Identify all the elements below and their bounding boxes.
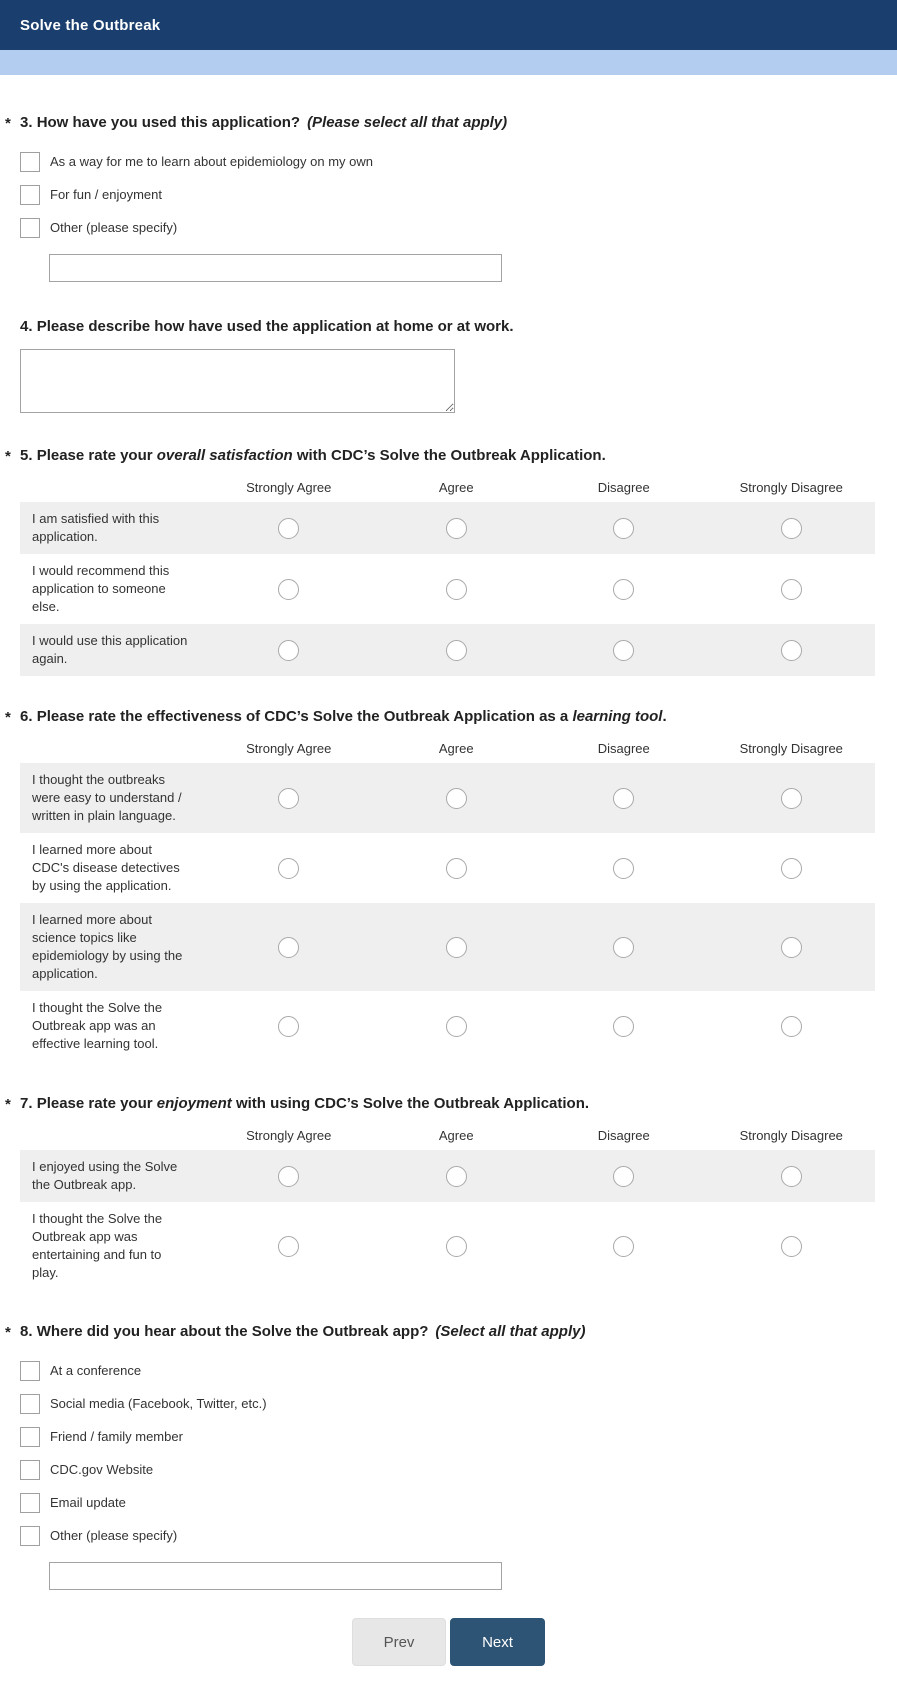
matrix-row xyxy=(20,554,875,624)
column-header: Disagree xyxy=(597,741,650,756)
question-6 xyxy=(0,707,897,1061)
option-label: At a conference xyxy=(50,1363,142,1378)
question-3 xyxy=(0,113,897,282)
matrix-cell xyxy=(540,518,708,539)
option-row[interactable] xyxy=(0,1453,897,1486)
matrix-cell xyxy=(205,518,373,539)
matrix-cell xyxy=(708,518,876,539)
question-text: Please rate your xyxy=(36,447,157,464)
checkbox[interactable] xyxy=(20,152,40,172)
question-number: 3. xyxy=(20,114,37,131)
matrix-cell xyxy=(708,640,876,661)
matrix-header-spacer xyxy=(20,741,205,756)
checkbox[interactable] xyxy=(20,1460,40,1480)
question-text: with CDC’s Solve the Outbreak Application. xyxy=(292,447,606,464)
radio-strongly-disagree[interactable] xyxy=(781,1166,802,1187)
column-header: Strongly Agree xyxy=(246,741,332,756)
radio-agree[interactable] xyxy=(446,1236,467,1257)
app-header-bar xyxy=(0,0,897,50)
matrix-header-spacer xyxy=(20,480,205,495)
question-text: Please rate your xyxy=(36,1095,157,1112)
matrix-row xyxy=(20,903,875,991)
matrix-cell xyxy=(540,1236,708,1257)
question-hint: (Please select all that apply) xyxy=(307,114,508,131)
next-button[interactable]: Next xyxy=(450,1618,545,1666)
matrix-cell xyxy=(373,937,541,958)
question-hint: (Select all that apply) xyxy=(435,1323,586,1340)
row-label: I thought the outbreaks were easy to understand / written in plain language. xyxy=(32,772,182,823)
question-5-title xyxy=(0,446,877,466)
matrix-cell xyxy=(373,518,541,539)
matrix-cell xyxy=(373,579,541,600)
question-6-matrix xyxy=(20,735,875,1061)
question-5-matrix xyxy=(20,474,875,676)
option-row[interactable] xyxy=(0,1420,897,1453)
matrix-row xyxy=(20,502,875,554)
matrix-cell xyxy=(373,1166,541,1187)
option-row[interactable] xyxy=(0,178,897,211)
question-3-title xyxy=(0,113,877,133)
column-header: Strongly Disagree xyxy=(739,741,843,756)
question-3-options xyxy=(0,145,897,244)
question-4 xyxy=(0,317,897,413)
radio-strongly-disagree[interactable] xyxy=(781,579,802,600)
radio-disagree[interactable] xyxy=(613,579,634,600)
option-row[interactable] xyxy=(0,145,897,178)
column-header: Strongly Disagree xyxy=(739,1128,843,1143)
matrix-cell xyxy=(540,579,708,600)
radio-strongly-disagree[interactable] xyxy=(781,640,802,661)
radio-disagree[interactable] xyxy=(613,1016,634,1037)
navigation-footer xyxy=(0,1618,897,1666)
radio-disagree[interactable] xyxy=(613,518,634,539)
radio-disagree[interactable] xyxy=(613,1166,634,1187)
matrix-cell xyxy=(708,1016,876,1037)
question-text: Please describe how have used the application at home or at work. xyxy=(36,318,514,335)
radio-strongly-disagree[interactable] xyxy=(781,1236,802,1257)
question-text-emphasis: learning tool xyxy=(572,708,663,725)
matrix-cell xyxy=(708,1166,876,1187)
option-row[interactable] xyxy=(0,211,897,244)
matrix-header-row xyxy=(20,474,875,502)
radio-agree[interactable] xyxy=(446,1016,467,1037)
radio-strongly-disagree[interactable] xyxy=(781,858,802,879)
radio-strongly-agree[interactable] xyxy=(278,788,299,809)
radio-strongly-disagree[interactable] xyxy=(781,937,802,958)
radio-agree[interactable] xyxy=(446,518,467,539)
checkbox[interactable] xyxy=(20,1493,40,1513)
matrix-cell xyxy=(708,937,876,958)
row-label: I learned more about CDC's disease detectives by using the application. xyxy=(32,842,180,893)
radio-disagree[interactable] xyxy=(613,640,634,661)
matrix-cell xyxy=(708,788,876,809)
option-label: CDC.gov Website xyxy=(50,1462,154,1477)
option-label: For fun / enjoyment xyxy=(50,187,162,202)
radio-strongly-agree[interactable] xyxy=(278,1016,299,1037)
question-text: with using CDC’s Solve the Outbreak Application. xyxy=(231,1095,590,1112)
radio-agree[interactable] xyxy=(446,858,467,879)
matrix-cell xyxy=(373,788,541,809)
matrix-cell xyxy=(373,640,541,661)
option-row[interactable] xyxy=(0,1519,897,1552)
matrix-row xyxy=(20,833,875,903)
matrix-row xyxy=(20,1202,875,1290)
option-label: Other (please specify) xyxy=(50,220,178,235)
question-number: 8. xyxy=(20,1323,37,1340)
matrix-cell xyxy=(373,1236,541,1257)
radio-strongly-agree[interactable] xyxy=(278,858,299,879)
matrix-cell xyxy=(708,579,876,600)
row-label: I am satisfied with this application. xyxy=(32,511,160,544)
checkbox[interactable] xyxy=(20,218,40,238)
checkbox[interactable] xyxy=(20,1427,40,1447)
matrix-row xyxy=(20,763,875,833)
question-number: 4. xyxy=(20,318,37,335)
question-number: 7. xyxy=(20,1095,37,1112)
question-number: 5. xyxy=(20,447,37,464)
matrix-header-row xyxy=(20,1122,875,1150)
matrix-cell xyxy=(540,640,708,661)
radio-strongly-agree[interactable] xyxy=(278,1166,299,1187)
question-5 xyxy=(0,446,897,676)
required-asterisk: * xyxy=(5,115,11,132)
option-label: Social media (Facebook, Twitter, etc.) xyxy=(50,1396,267,1411)
matrix-cell xyxy=(205,640,373,661)
matrix-row xyxy=(20,991,875,1061)
required-asterisk: * xyxy=(5,709,11,726)
question-4-title xyxy=(0,317,877,337)
question-text: . xyxy=(662,708,667,725)
row-label: I would recommend this application to someone else. xyxy=(32,563,170,614)
radio-strongly-agree[interactable] xyxy=(278,640,299,661)
matrix-cell xyxy=(540,1166,708,1187)
column-header: Disagree xyxy=(597,480,650,495)
required-asterisk: * xyxy=(5,1324,11,1341)
column-header: Agree xyxy=(438,1128,474,1143)
radio-agree[interactable] xyxy=(446,1166,467,1187)
matrix-cell xyxy=(205,788,373,809)
matrix-row xyxy=(20,1150,875,1202)
row-label: I would use this application again. xyxy=(32,633,188,666)
question-text: Please rate the effectiveness of CDC’s Solve the Outbreak Application as a xyxy=(36,708,573,725)
option-row[interactable] xyxy=(0,1354,897,1387)
question-8 xyxy=(0,1322,897,1590)
radio-disagree[interactable] xyxy=(613,937,634,958)
column-header: Strongly Agree xyxy=(246,1128,332,1143)
q4-answer-textarea[interactable] xyxy=(20,349,455,413)
column-header: Disagree xyxy=(597,1128,650,1143)
question-text: Where did you hear about the Solve the Outbreak app? xyxy=(36,1323,429,1340)
row-label: I thought the Solve the Outbreak app was entertaining and fun to play. xyxy=(32,1211,163,1280)
option-row[interactable] xyxy=(0,1387,897,1420)
column-header: Agree xyxy=(438,480,474,495)
radio-disagree[interactable] xyxy=(613,1236,634,1257)
matrix-cell xyxy=(708,858,876,879)
radio-disagree[interactable] xyxy=(613,788,634,809)
row-label: I learned more about science topics like epidemiology by using the application. xyxy=(32,912,183,981)
prev-button[interactable]: Prev xyxy=(352,1618,446,1666)
option-row[interactable] xyxy=(0,1486,897,1519)
radio-agree[interactable] xyxy=(446,788,467,809)
question-text-emphasis: enjoyment xyxy=(156,1095,232,1112)
question-text-emphasis: overall satisfaction xyxy=(156,447,293,464)
matrix-cell xyxy=(205,1016,373,1037)
matrix-cell xyxy=(205,579,373,600)
q8-other-input[interactable] xyxy=(49,1562,502,1590)
column-header: Strongly Disagree xyxy=(739,480,843,495)
matrix-cell xyxy=(540,858,708,879)
radio-strongly-disagree[interactable] xyxy=(781,788,802,809)
option-label: Email update xyxy=(50,1495,126,1510)
radio-agree[interactable] xyxy=(446,640,467,661)
matrix-cell xyxy=(540,1016,708,1037)
app-title: Solve the Outbreak xyxy=(20,16,161,34)
matrix-cell xyxy=(205,858,373,879)
matrix-cell xyxy=(205,1166,373,1187)
column-header: Strongly Agree xyxy=(246,480,332,495)
radio-strongly-agree[interactable] xyxy=(278,579,299,600)
question-number: 6. xyxy=(20,708,37,725)
checkbox[interactable] xyxy=(20,185,40,205)
question-7-matrix xyxy=(20,1122,875,1290)
matrix-cell xyxy=(373,1016,541,1037)
question-7-title xyxy=(0,1094,877,1114)
column-header: Agree xyxy=(438,741,474,756)
radio-strongly-disagree[interactable] xyxy=(781,1016,802,1037)
matrix-cell xyxy=(708,1236,876,1257)
row-label: I thought the Solve the Outbreak app was an effective learning tool. xyxy=(32,1000,163,1051)
question-text: How have you used this application? xyxy=(36,114,301,131)
checkbox[interactable] xyxy=(20,1526,40,1546)
option-label: As a way for me to learn about epidemiology on my own xyxy=(50,154,374,169)
checkbox[interactable] xyxy=(20,1394,40,1414)
radio-disagree[interactable] xyxy=(613,858,634,879)
question-7 xyxy=(0,1094,897,1290)
radio-strongly-agree[interactable] xyxy=(278,518,299,539)
checkbox[interactable] xyxy=(20,1361,40,1381)
matrix-header-row xyxy=(20,735,875,763)
required-asterisk: * xyxy=(5,1096,11,1113)
radio-strongly-disagree[interactable] xyxy=(781,518,802,539)
matrix-cell xyxy=(373,858,541,879)
matrix-cell xyxy=(205,937,373,958)
radio-agree[interactable] xyxy=(446,579,467,600)
radio-strongly-agree[interactable] xyxy=(278,937,299,958)
required-asterisk: * xyxy=(5,448,11,465)
question-6-title xyxy=(0,707,877,727)
option-label: Other (please specify) xyxy=(50,1528,178,1543)
radio-strongly-agree[interactable] xyxy=(278,1236,299,1257)
question-8-options xyxy=(0,1354,897,1552)
matrix-cell xyxy=(205,1236,373,1257)
matrix-row xyxy=(20,624,875,676)
matrix-cell xyxy=(540,788,708,809)
row-label: I enjoyed using the Solve the Outbreak app. xyxy=(32,1159,178,1192)
radio-agree[interactable] xyxy=(446,937,467,958)
matrix-header-spacer xyxy=(20,1128,205,1143)
matrix-cell xyxy=(540,937,708,958)
option-label: Friend / family member xyxy=(50,1429,183,1444)
sub-header-bar xyxy=(0,50,897,75)
question-8-title xyxy=(0,1322,877,1342)
q3-other-input[interactable] xyxy=(49,254,502,282)
